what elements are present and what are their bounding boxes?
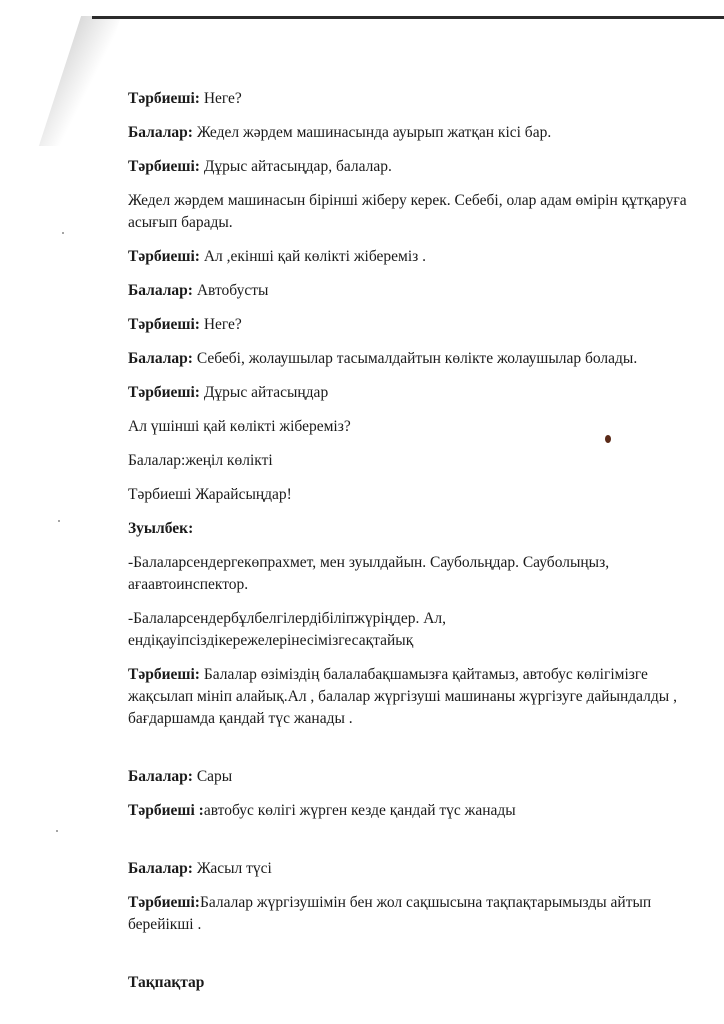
line-text: Балалар:жеңіл көлікті [128, 452, 273, 469]
line-text: Балалар жүргізушімін бен жол сақшысына тақпақтарымызды айтып берейікші . [128, 894, 652, 933]
dialogue-line [128, 518, 688, 540]
dialogue-line [128, 552, 688, 596]
scan-shadow [39, 16, 121, 146]
speaker-label: Тәрбиеші: [128, 316, 200, 333]
dialogue-line [128, 664, 688, 730]
line-text: Тәрбиеші Жарайсыңдар! [128, 486, 292, 503]
line-text: Дұрыс айтасыңдар [199, 384, 329, 401]
line-text: автобус көлігі жүрген кезде қандай түс жанады [203, 802, 516, 819]
scan-top-edge [92, 16, 724, 19]
speaker-label: Тәрбиеші : [128, 802, 204, 819]
line-text: Жасыл түсі [192, 860, 272, 877]
line-text: Ал үшінші қай көлікті жібереміз? [128, 418, 351, 435]
speaker-label: Тәрбиеші: [128, 90, 200, 107]
speaker-label: Тәрбиеші: [128, 384, 200, 401]
scan-speck [56, 830, 58, 832]
ink-spot [605, 435, 611, 443]
section-heading [128, 972, 688, 994]
line-text: Сары [192, 768, 233, 785]
speaker-label: Балалар: [128, 124, 193, 141]
line-text: Неге? [199, 90, 242, 107]
line-text: Неге? [199, 316, 242, 333]
speaker-label: Зуылбек: [128, 520, 194, 537]
line-text: Ал ,екінші қай көлікті жібереміз . [199, 248, 427, 265]
speaker-label: Тақпақтар [128, 974, 205, 991]
scan-speck [62, 232, 64, 234]
dialogue-line [128, 416, 688, 438]
speaker-label: Тәрбиеші: [128, 158, 200, 175]
dialogue-line [128, 348, 688, 370]
line-text: Дұрыс айтасыңдар, балалар. [199, 158, 392, 175]
line-text: -Балаларсендергекөпрахмет, мен зуылдайын. Саубольңдар. Сауболыңыз, ағаавтоинспектор. [128, 554, 610, 593]
dialogue-line [128, 766, 688, 788]
dialogue-line [128, 190, 688, 234]
speaker-label: Тәрбиеші: [128, 666, 200, 683]
speaker-label: Тәрбиеші: [128, 248, 200, 265]
dialogue-line [128, 88, 688, 110]
speaker-label: Балалар: [128, 768, 193, 785]
dialogue-line [128, 246, 688, 268]
dialogue-line [128, 122, 688, 144]
speaker-label: Балалар: [128, 860, 193, 877]
document-body [128, 88, 688, 1006]
line-text: Себебі, жолаушылар тасымалдайтын көлікте жолаушылар болады. [192, 350, 638, 367]
dialogue-line [128, 800, 688, 822]
dialogue-line [128, 450, 688, 472]
dialogue-line [128, 608, 688, 652]
line-text: -Балаларсендербұлбелгілердібіліпжүріңдер. Ал, ендіқауіпсіздікережелерінесімізгесақтайық [128, 610, 447, 649]
dialogue-line [128, 280, 688, 302]
scan-speck [58, 520, 60, 522]
speaker-label: Балалар: [128, 282, 193, 299]
dialogue-line [128, 858, 688, 880]
dialogue-line [128, 892, 688, 936]
line-text: Жедел жәрдем машинасында ауырып жатқан кісі бар. [192, 124, 552, 141]
line-text: Жедел жәрдем машинасын бірінші жіберу керек. Себебі, олар адам өмірін құтқаруға асығып барады. [128, 192, 687, 231]
speaker-label: Тәрбиеші: [128, 894, 200, 911]
dialogue-line [128, 314, 688, 336]
dialogue-line [128, 484, 688, 506]
dialogue-line [128, 382, 688, 404]
line-text: Балалар өзіміздің балалабақшамызға қайтамыз, автобус көлігімізге жақсылап мініп алайық.Ал , балалар жүргізуші машинаны жүргізуге дайындалды , бағдаршамда қандай түс жанады . [128, 666, 677, 727]
line-text: Автобусты [192, 282, 269, 299]
speaker-label: Балалар: [128, 350, 193, 367]
dialogue-line [128, 156, 688, 178]
